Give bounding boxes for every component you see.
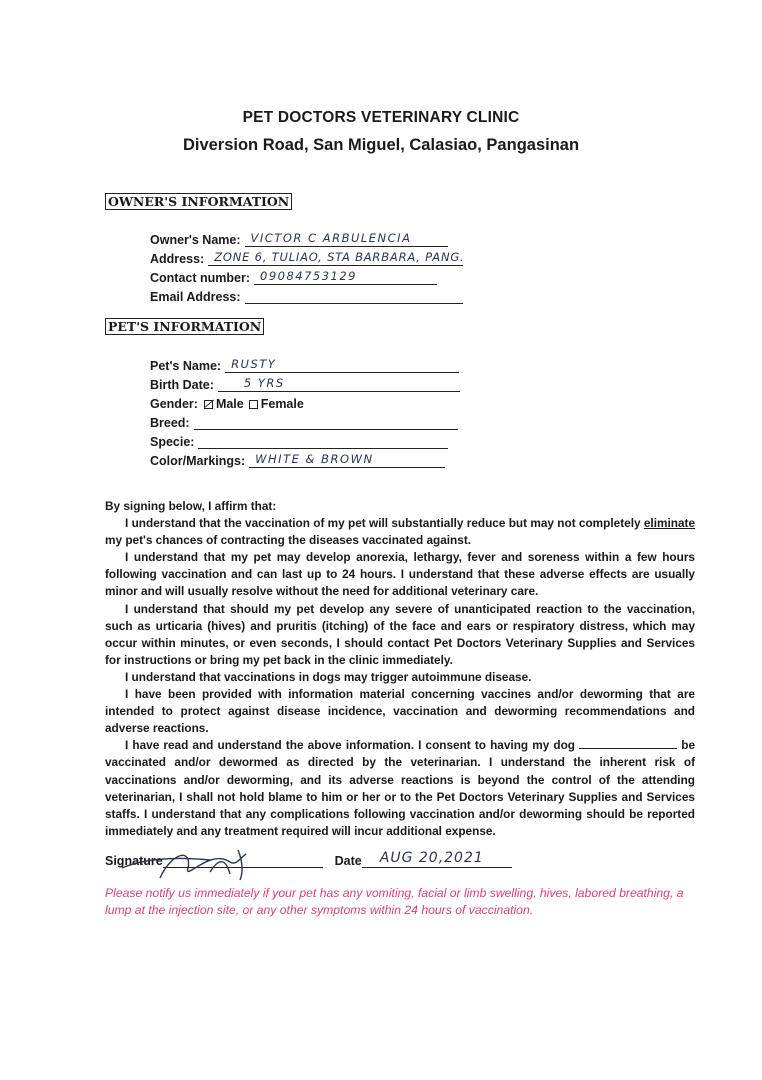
gender-male-label: Male [215,397,244,411]
affirm-p1-underlined: eliminate [643,516,695,531]
pet-name-row [150,355,459,373]
affirm-paragraph-6 [105,737,695,840]
handwritten-signature [60,838,280,888]
affirm-paragraph-1 [105,515,695,549]
pet-birth-label: Birth Date: [150,378,214,392]
owner-email-row [150,286,463,304]
pet-birth-row [150,374,460,392]
pet-specie-row [150,431,448,449]
clinic-name: PET DOCTORS VETERINARY CLINIC [242,109,520,126]
pet-color-value: WHITE & BROWN [255,452,374,466]
affirm-paragraph-2: I understand that my pet may develop anorexia, lethargy, fever and soreness within a few hours following vaccination and can last up to 24 hours. I understand that these adverse effects are usually minor and will usually resolve without the need for additional veterinary care. [105,550,695,599]
affirmation-text [105,498,695,840]
owner-address-field[interactable] [208,249,463,266]
pet-section-heading: PET'S INFORMATION [105,318,264,335]
date-value: AUG 20,2021 [379,850,484,866]
date-label: Date [334,854,362,868]
gender-female-checkbox[interactable] [249,400,258,409]
owner-address-label: Address: [150,252,205,266]
owner-name-row [150,229,448,247]
affirm-p6-end: be vaccinated and/or dewormed as directed by the veterinarian. I understand the inherent risk of vaccinations and/or deworming, and its adverse reactions is beyond the control of the attending veterinarian, I shall not hold blame to him or her or to the Pet Doctors Veterinary Supplies and Services staffs. I understand that any complications following vaccination and/or deworming should be reported immediately and any treatment required will incur additional expense. [105,738,696,838]
owner-email-field[interactable] [245,287,463,304]
gender-male-checkbox[interactable] [204,400,213,409]
pet-color-row [150,450,445,468]
affirm-intro: By signing below, I affirm that: [105,499,277,513]
owner-section-heading: OWNER'S INFORMATION [105,193,292,210]
owner-contact-value: 09084753129 [260,269,357,283]
pet-name-label: Pet's Name: [150,359,222,373]
pet-breed-field[interactable] [194,413,458,430]
date-field[interactable] [362,849,512,868]
owner-email-label: Email Address: [150,290,241,304]
pet-birth-field[interactable] [218,375,460,392]
pet-breed-row [150,412,458,430]
affirm-paragraph-5: I have been provided with information material concerning vaccines and/or deworming that are intended to protect against disease incidence, vaccination and deworming recommendations and adverse reactions. [105,687,695,736]
owner-address-value: ZONE 6, TULIAO, STA BARBARA, PANG. [214,250,465,264]
pet-gender-label: Gender: [150,397,198,411]
vaccination-notice: Please notify us immediately if your pet has any vomiting, facial or limb swelling, hives, labored breathing, a lump at the injection site, or any other symptoms within 24 hours of vaccination. [105,886,684,917]
owner-address-row [150,248,463,266]
pet-gender-row [150,393,304,411]
gender-female-label: Female [260,397,304,411]
pet-birth-value: 5 YRS [243,376,285,390]
pet-name-field[interactable] [225,356,459,373]
owner-name-label: Owner's Name: [150,233,241,247]
affirm-p6-start: I have read and understand the above information. I consent to having my dog [125,738,580,753]
signature-label: Signature [105,854,163,868]
owner-name-value: VICTOR C ARBULENCIA [250,231,412,245]
pet-color-label: Color/Markings: [150,454,246,468]
owner-name-field[interactable] [245,230,448,247]
affirm-paragraph-3: I understand that should my pet develop any severe of unanticipated reaction to the vaccination, such as urticaria (hives) and pruritis (itching) of the face and ears or respiratory distress, which may occur within minutes, or even seconds, I should contact Pet Doctors Veterinary Supplies and Services for instructions or bring my pet back in the clinic immediately. [105,601,695,667]
clinic-address: Diversion Road, San Miguel, Calasiao, Pangasinan [182,136,580,154]
affirm-p1-start: I understand that the vaccination of my pet will substantially reduce but may not completely [125,516,644,531]
pet-specie-label: Specie: [150,435,195,449]
affirm-paragraph-4: I understand that vaccinations in dogs may trigger autoimmune disease. [125,669,532,684]
pet-color-field[interactable] [249,451,445,468]
affirm-p1-end: my pet's chances of contracting the diseases vaccinated against. [105,533,472,548]
owner-contact-label: Contact number: [150,271,250,285]
pet-name-value: RUSTY [231,357,277,371]
owner-contact-row [150,267,437,285]
dog-name-blank[interactable] [579,738,677,749]
pet-breed-label: Breed: [150,416,190,430]
owner-contact-field[interactable] [254,268,437,285]
pet-specie-field[interactable] [198,432,448,449]
